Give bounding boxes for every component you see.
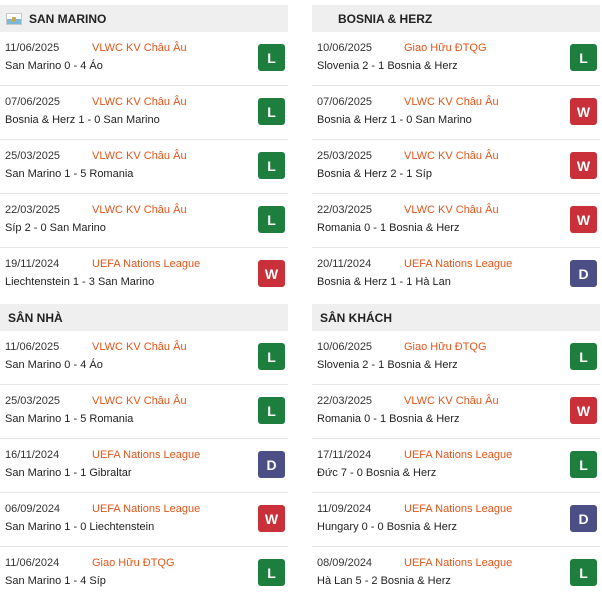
bosnia-header: [312, 5, 600, 32]
competition-link[interactable]: VLWC KV Châu Âu: [404, 204, 499, 216]
match-row[interactable]: [312, 331, 600, 385]
competition-link[interactable]: Giao Hữu ĐTQG: [404, 42, 487, 54]
competition-link[interactable]: VLWC KV Châu Âu: [92, 96, 187, 108]
match-score: Slovenia 2 - 1 Bosnia & Herz: [317, 60, 458, 72]
competition-link[interactable]: UEFA Nations League: [404, 449, 513, 461]
result-badge: L: [258, 152, 285, 179]
match-score: San Marino 1 - 4 Síp: [5, 575, 106, 587]
result-badge: L: [258, 206, 285, 233]
result-badge: L: [570, 559, 597, 586]
result-badge: W: [258, 505, 285, 532]
match-row[interactable]: [0, 439, 288, 493]
match-row[interactable]: [312, 194, 600, 248]
result-badge: D: [570, 260, 597, 287]
match-row[interactable]: [0, 194, 288, 248]
match-row[interactable]: [0, 547, 288, 598]
match-date: 25/03/2025: [317, 150, 373, 162]
result-badge: D: [258, 451, 285, 478]
match-date: 22/03/2025: [317, 204, 373, 216]
match-row[interactable]: [0, 140, 288, 194]
match-date: 07/06/2025: [5, 96, 61, 108]
match-score: San Marino 0 - 4 Áo: [5, 359, 103, 371]
san-marino-header: [0, 5, 288, 32]
away-header: [312, 304, 600, 331]
match-date: 10/06/2025: [317, 42, 373, 54]
match-date: 25/03/2025: [5, 395, 61, 407]
match-row[interactable]: [312, 547, 600, 598]
san-marino-flag-icon: [6, 13, 22, 25]
result-badge: L: [570, 451, 597, 478]
match-score: San Marino 1 - 1 Gibraltar: [5, 467, 132, 479]
match-row[interactable]: [312, 248, 600, 302]
match-row[interactable]: [312, 140, 600, 194]
result-badge: W: [570, 98, 597, 125]
match-date: 10/06/2025: [317, 341, 373, 353]
match-date: 19/11/2024: [5, 258, 60, 270]
result-badge: L: [570, 44, 597, 71]
competition-link[interactable]: Giao Hữu ĐTQG: [92, 557, 175, 569]
result-badge: W: [570, 206, 597, 233]
match-row[interactable]: [0, 248, 288, 302]
match-date: 16/11/2024: [5, 449, 60, 461]
result-badge: L: [258, 397, 285, 424]
match-score: Hà Lan 5 - 2 Bosnia & Herz: [317, 575, 451, 587]
match-row[interactable]: [0, 86, 288, 140]
away-section: [312, 304, 600, 598]
bosnia-title: BOSNIA & HERZ: [338, 11, 433, 26]
result-badge: D: [570, 505, 597, 532]
match-row[interactable]: [312, 385, 600, 439]
match-date: 11/06/2024: [5, 557, 60, 569]
match-date: 08/09/2024: [317, 557, 373, 569]
match-score: Liechtenstein 1 - 3 San Marino: [5, 276, 155, 288]
competition-link[interactable]: VLWC KV Châu Âu: [404, 150, 499, 162]
match-score: Bosnia & Herz 2 - 1 Síp: [317, 168, 432, 180]
competition-link[interactable]: VLWC KV Châu Âu: [92, 150, 187, 162]
competition-link[interactable]: VLWC KV Châu Âu: [92, 204, 187, 216]
match-date: 22/03/2025: [317, 395, 373, 407]
competition-link[interactable]: UEFA Nations League: [404, 503, 513, 515]
competition-link[interactable]: UEFA Nations League: [92, 503, 201, 515]
competition-link[interactable]: UEFA Nations League: [92, 258, 201, 270]
match-date: 06/09/2024: [5, 503, 61, 515]
match-row[interactable]: [0, 385, 288, 439]
result-badge: L: [570, 343, 597, 370]
result-badge: L: [258, 559, 285, 586]
match-row[interactable]: [312, 32, 600, 86]
match-score: Síp 2 - 0 San Marino: [5, 222, 106, 234]
match-date: 22/03/2025: [5, 204, 61, 216]
san-marino-section: [0, 5, 288, 302]
home-header: [0, 304, 288, 331]
match-row[interactable]: [0, 493, 288, 547]
match-score: Bosnia & Herz 1 - 0 San Marino: [5, 114, 160, 126]
match-row[interactable]: [312, 439, 600, 493]
match-date: 07/06/2025: [317, 96, 373, 108]
match-score: San Marino 1 - 5 Romania: [5, 168, 134, 180]
match-row[interactable]: [0, 32, 288, 86]
match-row[interactable]: [312, 493, 600, 547]
away-title: SÂN KHÁCH: [320, 310, 392, 325]
match-score: Bosnia & Herz 1 - 1 Hà Lan: [317, 276, 451, 288]
result-badge: L: [258, 98, 285, 125]
match-date: 11/06/2025: [5, 341, 60, 353]
match-date: 11/09/2024: [317, 503, 372, 515]
home-title: SÂN NHÀ: [8, 310, 63, 325]
match-score: San Marino 1 - 5 Romania: [5, 413, 134, 425]
competition-link[interactable]: Giao Hữu ĐTQG: [404, 341, 487, 353]
match-date: 11/06/2025: [5, 42, 60, 54]
competition-link[interactable]: UEFA Nations League: [404, 258, 513, 270]
match-row[interactable]: [0, 331, 288, 385]
match-score: Romania 0 - 1 Bosnia & Herz: [317, 222, 460, 234]
match-date: 20/11/2024: [317, 258, 372, 270]
match-date: 17/11/2024: [317, 449, 372, 461]
match-score: San Marino 0 - 4 Áo: [5, 60, 103, 72]
match-score: Romania 0 - 1 Bosnia & Herz: [317, 413, 460, 425]
competition-link[interactable]: VLWC KV Châu Âu: [92, 42, 187, 54]
bosnia-section: [312, 5, 600, 302]
result-badge: L: [258, 44, 285, 71]
competition-link[interactable]: VLWC KV Châu Âu: [92, 395, 187, 407]
result-badge: W: [570, 397, 597, 424]
competition-link[interactable]: VLWC KV Châu Âu: [404, 395, 499, 407]
san-marino-title: SAN MARINO: [29, 11, 107, 26]
result-badge: W: [258, 260, 285, 287]
result-badge: W: [570, 152, 597, 179]
competition-link[interactable]: VLWC KV Châu Âu: [404, 96, 499, 108]
match-score: Hungary 0 - 0 Bosnia & Herz: [317, 521, 458, 533]
match-date: 25/03/2025: [5, 150, 61, 162]
competition-link[interactable]: UEFA Nations League: [404, 557, 513, 569]
competition-link[interactable]: VLWC KV Châu Âu: [92, 341, 187, 353]
match-score: Bosnia & Herz 1 - 0 San Marino: [317, 114, 472, 126]
match-score: Slovenia 2 - 1 Bosnia & Herz: [317, 359, 458, 371]
match-score: Đức 7 - 0 Bosnia & Herz: [317, 467, 437, 479]
match-row[interactable]: [312, 86, 600, 140]
home-section: [0, 304, 288, 598]
match-score: San Marino 1 - 0 Liechtenstein: [5, 521, 155, 533]
result-badge: L: [258, 343, 285, 370]
competition-link[interactable]: UEFA Nations League: [92, 449, 201, 461]
